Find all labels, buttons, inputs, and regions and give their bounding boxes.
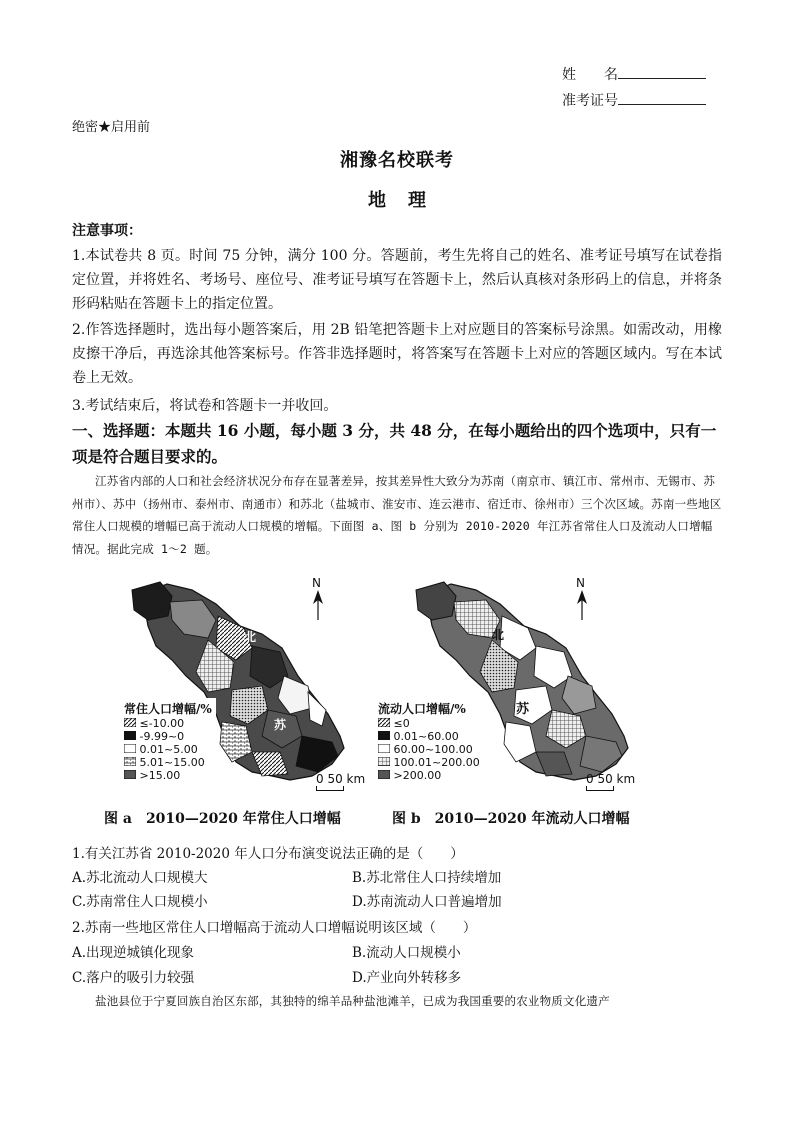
legend-a-item: >15.00 <box>139 769 181 782</box>
scale-a-bar <box>316 786 344 791</box>
passage-2: 盐池县位于宁夏回族自治区东部，其独特的绵羊品种盐池滩羊，已成为我国重要的农业物质文化遗产 <box>95 994 610 1008</box>
legend-a-item: ≤-10.00 <box>139 717 185 730</box>
exam-id-label: 准考证号 <box>562 93 618 109</box>
question-1-option-c[interactable]: C.苏南常住人口规模小 <box>72 894 208 910</box>
exam-id-field[interactable] <box>562 90 706 110</box>
map-b-label-north: 北 <box>492 628 505 642</box>
legend-a-item: 5.01~15.00 <box>139 756 205 769</box>
notes-heading: 注意事项： <box>72 223 142 239</box>
legend-b-item: 100.01~200.00 <box>393 756 480 769</box>
map-b-label-south: 苏 <box>516 702 530 717</box>
question-2-stem: 2.苏南一些地区常住人口增幅高于流动人口增幅说明该区域（ ） <box>72 920 477 936</box>
legend-b <box>374 698 484 784</box>
scale-a <box>316 772 365 791</box>
exam-title: 湘豫名校联考 <box>340 150 454 171</box>
question-1-option-b[interactable]: B.苏北常住人口持续增加 <box>352 870 502 886</box>
legend-b-item: ≤0 <box>393 717 410 730</box>
map-a-label-north: 北 <box>244 630 257 644</box>
note-2: 2.作答选择题时，选出每小题答案后，用 2B 铅笔把答题卡上对应题目的答案标号涂黑。如需改动，用橡皮擦干净后，再选涂其他答案标号。作答非选择题时，将答案写在答题卡上对应的答题区域内。写在本试卷上无效。 <box>72 322 722 386</box>
legend-a-item: 0.01~5.00 <box>139 743 198 756</box>
subject-title: 地理 <box>368 190 448 211</box>
caption-map-a: 图 a 2010—2020 年常住人口增幅 <box>104 811 341 827</box>
north-label-a: N <box>312 576 321 590</box>
question-2-option-b[interactable]: B.流动人口规模小 <box>352 945 461 961</box>
legend-a-title: 常住人口增幅/% <box>124 702 212 716</box>
legend-b-item: >200.00 <box>393 769 442 782</box>
caption-map-b: 图 b 2010—2020 年流动人口增幅 <box>392 811 630 827</box>
north-label-b: N <box>576 576 585 590</box>
scale-b-label: 0 50 km <box>586 772 636 786</box>
scale-a-label: 0 50 km <box>316 772 366 786</box>
question-2-option-d[interactable]: D.产业向外转移多 <box>352 970 462 986</box>
section-heading: 一、选择题：本题共 16 小题，每小题 3 分，共 48 分，在每小题给出的四个选项中，只有一项是符合题目要求的。 <box>72 421 717 466</box>
scale-b <box>586 772 635 791</box>
question-2-option-c[interactable]: C.落户的吸引力较强 <box>72 970 195 986</box>
legend-a <box>120 698 216 784</box>
name-field[interactable] <box>562 64 706 84</box>
question-1-option-a[interactable]: A.苏北流动人口规模大 <box>72 870 208 886</box>
note-3: 3.考试结束后，将试卷和答题卡一并收回。 <box>72 398 338 414</box>
legend-b-item: 60.00~100.00 <box>393 743 473 756</box>
legend-b-item: 0.01~60.00 <box>393 730 459 743</box>
passage-1: 江苏省内部的人口和社会经济状况分布存在显著差异，按其差异性大致分为苏南（南京市、镇江市、常州市、无锡市、苏州市）、苏中（扬州市、泰州市、南通市）和苏北（盐城市、淮安市、连云港市、宿迁市、徐州市）三个次区域。苏南一些地区常住人口规模的增幅已高于流动人口规模的增幅。下面图 a、图 b 分别为 2010-2020 年江苏省常住人口及流动人口增幅情况。据此完成 1～2 题。 <box>72 474 722 556</box>
note-1: 1.本试卷共 8 页。时间 75 分钟，满分 100 分。答题前，考生先将自己的姓名、准考证号填写在试卷指定位置，并将姓名、考场号、座位号、准考证号填写在答题卡上，然后认真核对条形码上的信息，并将条形码粘贴在答题卡上的指定位置。 <box>72 248 722 312</box>
question-1-option-d[interactable]: D.苏南流动人口普遍增加 <box>352 894 502 910</box>
name-label: 姓 名 <box>562 67 618 83</box>
scale-b-bar <box>586 786 614 791</box>
legend-b-title: 流动人口增幅/% <box>378 702 466 716</box>
legend-a-item: -9.99~0 <box>139 730 185 743</box>
question-1-stem: 1.有关江苏省 2010-2020 年人口分布演变说法正确的是（ ） <box>72 846 464 862</box>
map-a-label-south: 苏 <box>274 718 287 732</box>
confidential-mark: 绝密★启用前 <box>72 120 151 135</box>
question-2-option-a[interactable]: A.出现逆城镇化现象 <box>72 945 195 961</box>
